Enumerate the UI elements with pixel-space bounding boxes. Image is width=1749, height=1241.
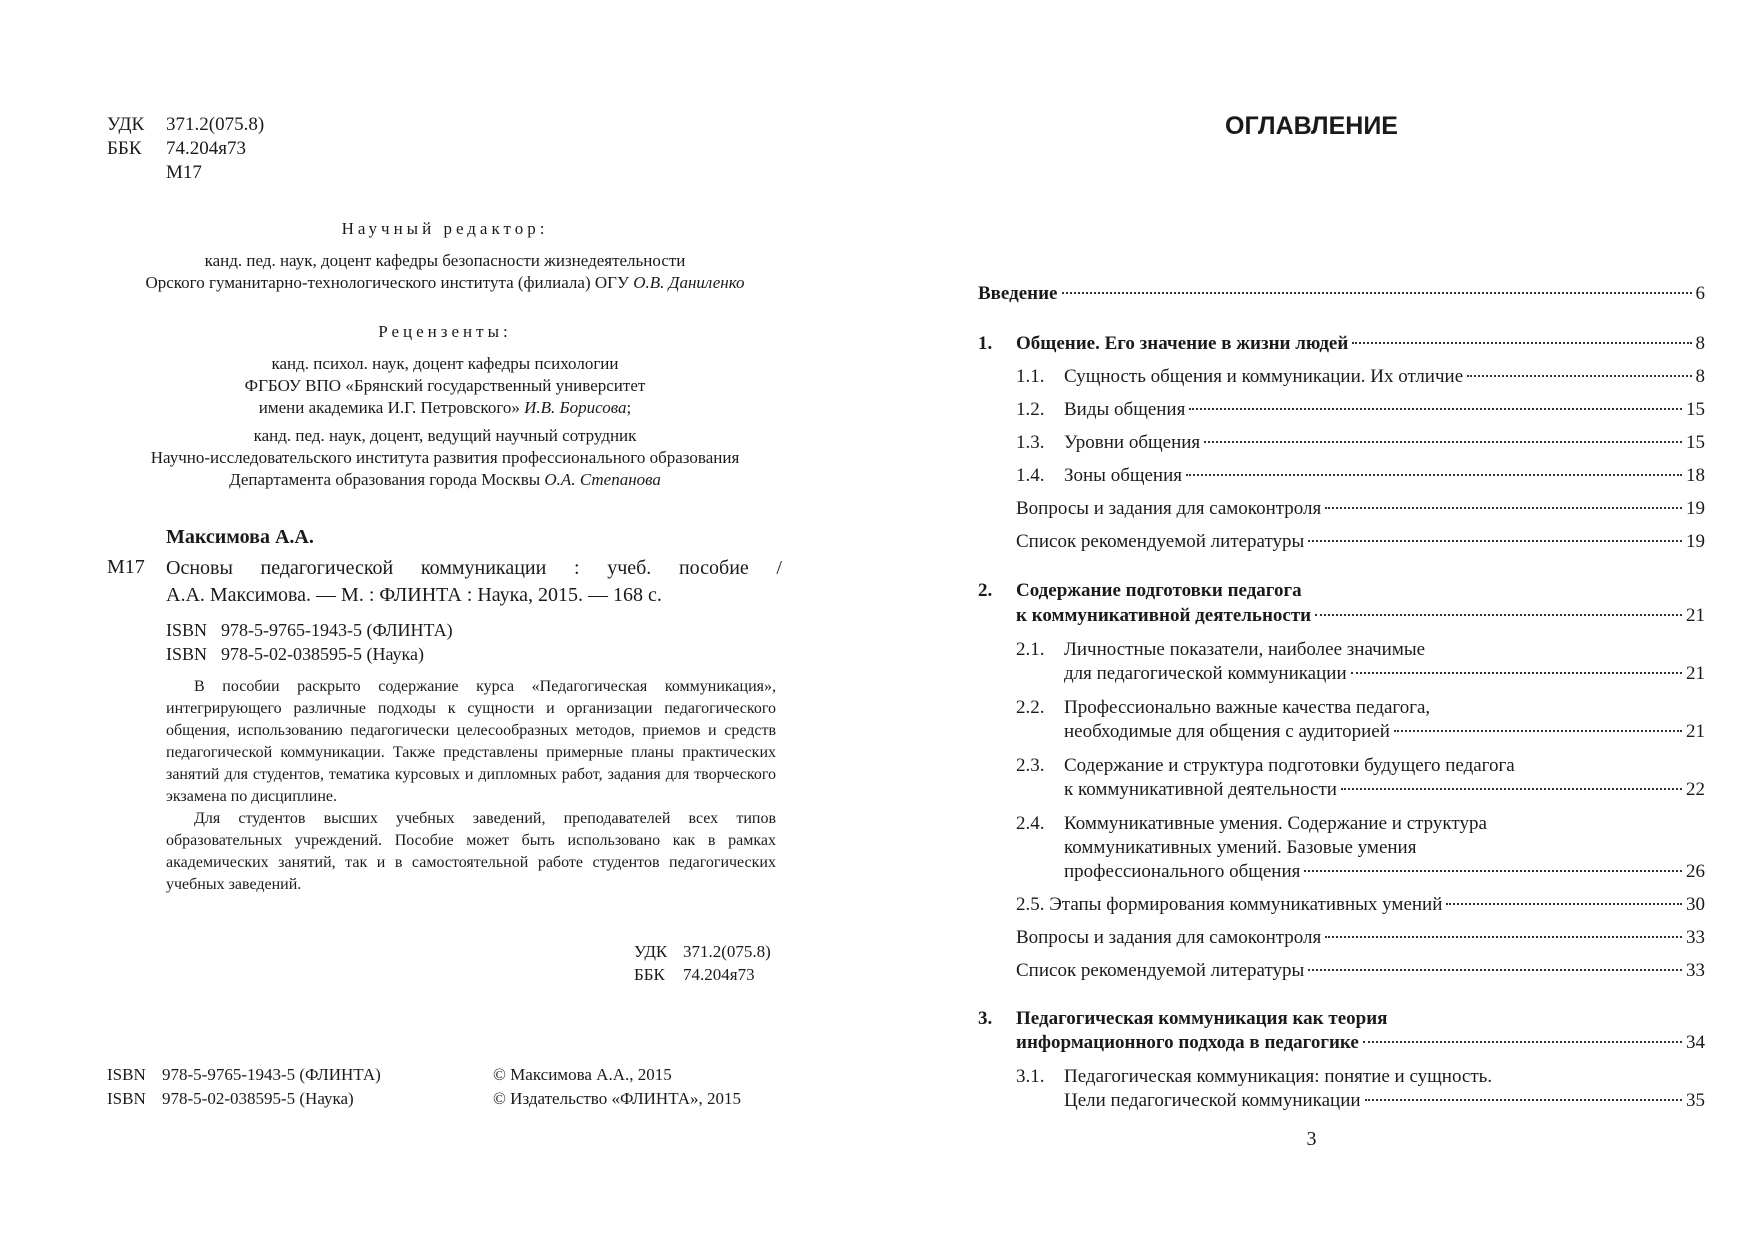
book-title bbox=[166, 555, 782, 609]
abstract-paragraph-1: В пособии раскрыто содержание курса «Педагогическая коммуникация», интегрирующего различные подходы к сущности и организации педагогического общения, использованию педагогически целесообразных методов, приемов и средств педагогической коммуникации. Также представлены примерные планы практических занятий для студентов, тематика курсовых и дипломных работ, задания для творческого экзамена по дисциплине. bbox=[166, 678, 776, 805]
toc-title: Виды общения bbox=[1064, 399, 1186, 420]
udk-bbk-bottom bbox=[634, 940, 771, 986]
toc-title-line: Педагогическая коммуникация: понятие и сущность. bbox=[1064, 1066, 1493, 1087]
toc-sub-number: 1.4. bbox=[1016, 465, 1045, 486]
toc-title: Список рекомендуемой литературы bbox=[1016, 531, 1305, 552]
toc-page: 33 bbox=[1686, 960, 1705, 981]
toc-sub-number: 2.3. bbox=[1016, 755, 1045, 776]
toc-item-2-questions[interactable] bbox=[1016, 927, 1705, 949]
toc-section-number: 2. bbox=[978, 580, 993, 601]
reviewer-2-name: О.А. Степанова bbox=[544, 470, 661, 489]
toc-title: Уровни общения bbox=[1064, 432, 1201, 453]
toc-page: 18 bbox=[1686, 465, 1705, 486]
book-author: Максимова А.А. bbox=[166, 526, 314, 548]
isbn-label: ISBN bbox=[166, 620, 208, 640]
page-number: 3 bbox=[1306, 1128, 1317, 1150]
toc-title-line: Личностные показатели, наиболее значимые bbox=[1064, 639, 1426, 660]
toc-page: 30 bbox=[1686, 894, 1705, 915]
udk-label: УДК bbox=[107, 114, 145, 135]
toc-page: 22 bbox=[1686, 779, 1705, 800]
toc-title: Зоны общения bbox=[1064, 465, 1183, 486]
reviewer-2-line1: канд. пед. наук, доцент, ведущий научный сотрудник bbox=[253, 426, 637, 445]
bottom-isbn-flinta: 978-5-9765-1943-5 (ФЛИНТА) bbox=[162, 1065, 381, 1084]
toc-page: 26 bbox=[1686, 861, 1705, 882]
toc-item-1-literature[interactable] bbox=[1016, 531, 1705, 553]
bbk-label: ББК bbox=[107, 138, 142, 159]
bottom-isbn bbox=[107, 1063, 381, 1111]
toc-page: 8 bbox=[1695, 333, 1705, 354]
toc-page: 15 bbox=[1686, 399, 1705, 420]
reviewer-2-line2: Научно-исследовательского института развития профессионального образования bbox=[150, 448, 740, 467]
isbn-label: ISBN bbox=[166, 644, 208, 664]
toc-item-section-1[interactable] bbox=[1016, 333, 1705, 355]
toc-title: для педагогической коммуникации bbox=[1064, 663, 1347, 684]
author-mark: М17 bbox=[166, 162, 202, 183]
udk-bottom-value: 371.2(075.8) bbox=[683, 942, 771, 961]
toc-page: 19 bbox=[1686, 498, 1705, 519]
toc-item-3-1[interactable] bbox=[1064, 1090, 1705, 1112]
isbn-nauka: 978-5-02-038595-5 (Наука) bbox=[221, 644, 425, 664]
isbn-label: ISBN bbox=[107, 1089, 146, 1108]
toc-heading: ОГЛАВЛЕНИЕ bbox=[1225, 112, 1398, 140]
bbk-value: 74.204я73 bbox=[166, 138, 246, 159]
toc-title: информационного подхода в педагогике bbox=[1016, 1032, 1359, 1053]
toc-title-line: Содержание подготовки педагога bbox=[1016, 580, 1302, 601]
toc-item-2-4[interactable] bbox=[1064, 861, 1705, 883]
toc-item-1-3[interactable] bbox=[1064, 432, 1705, 454]
sci-editor-info bbox=[100, 250, 790, 294]
toc-title: 2.5. Этапы формирования коммуникативных умений bbox=[1016, 894, 1443, 915]
bbk-bottom-value: 74.204я73 bbox=[683, 965, 755, 984]
toc-title-line: Содержание и структура подготовки будущего педагога bbox=[1064, 755, 1515, 776]
toc-section-number: 3. bbox=[978, 1008, 993, 1029]
toc-page: 15 bbox=[1686, 432, 1705, 453]
reviewers-label: Рецензенты: bbox=[378, 322, 512, 341]
toc-sub-number: 1.1. bbox=[1016, 366, 1045, 387]
udk-label: УДК bbox=[634, 942, 668, 961]
toc-item-1-4[interactable] bbox=[1064, 465, 1705, 487]
toc-title: к коммуникативной деятельности bbox=[1064, 779, 1337, 800]
toc-title-line: Профессионально важные качества педагога, bbox=[1064, 697, 1431, 718]
left-page bbox=[0, 0, 874, 1241]
bottom-isbn-nauka: 978-5-02-038595-5 (Наука) bbox=[162, 1089, 354, 1108]
toc-title-line: Педагогическая коммуникация как теория bbox=[1016, 1008, 1388, 1029]
isbn-label: ISBN bbox=[107, 1065, 146, 1084]
classification-codes bbox=[107, 113, 264, 185]
toc-item-2-literature[interactable] bbox=[1016, 960, 1705, 982]
toc-item-2-5[interactable] bbox=[1016, 894, 1705, 916]
toc-item-2-1[interactable] bbox=[1064, 663, 1705, 685]
toc-sub-number: 2.2. bbox=[1016, 697, 1045, 718]
toc-sub-number: 1.2. bbox=[1016, 399, 1045, 420]
toc-page: 6 bbox=[1695, 283, 1705, 304]
toc-section-number: 1. bbox=[978, 333, 993, 354]
book-title-line1: Основы педагогической коммуникации : учеб. пособие / bbox=[166, 557, 782, 579]
toc-item-2-2[interactable] bbox=[1064, 721, 1705, 743]
toc-title: Сущность общения и коммуникации. Их отличие bbox=[1064, 366, 1464, 387]
reviewer-1-line2: ФГБОУ ВПО «Брянский государственный университет bbox=[244, 376, 646, 395]
toc-item-intro[interactable] bbox=[978, 283, 1705, 305]
abstract bbox=[166, 676, 776, 896]
toc-title: Вопросы и задания для самоконтроля bbox=[1016, 498, 1322, 519]
toc-sub-number: 1.3. bbox=[1016, 432, 1045, 453]
copyright bbox=[493, 1063, 741, 1111]
author-mark-catalog: М17 bbox=[107, 556, 145, 578]
toc-sub-number: 2.4. bbox=[1016, 813, 1045, 834]
toc-page: 21 bbox=[1686, 605, 1705, 626]
reviewer-1-line1: канд. психол. наук, доцент кафедры психологии bbox=[271, 354, 619, 373]
abstract-paragraph-2: Для студентов высших учебных заведений, преподавателей всех типов образовательных учреждений. Пособие может быть использовано как в рамках академических занятий, так и в самостоятельной работе студентов педагогических учебных заведений. bbox=[166, 810, 776, 893]
reviewer-2 bbox=[100, 425, 790, 491]
copyright-author: © Максимова А.А., 2015 bbox=[493, 1065, 672, 1084]
toc-title-line: Коммуникативные умения. Содержание и структура bbox=[1064, 813, 1487, 834]
reviewer-1: канд. психол. наук, доцент кафедры психологии ФГБОУ ВПО «Брянский государственный университет имени академика И.Г. Петровского» И.В. Борисова; bbox=[100, 353, 790, 419]
toc-sub-number: 2.1. bbox=[1016, 639, 1045, 660]
sci-editor-label: Научный редактор: bbox=[341, 219, 549, 238]
reviewer-1-line3: имени академика И.Г. Петровского» bbox=[258, 398, 520, 417]
isbn-flinta: 978-5-9765-1943-5 (ФЛИНТА) bbox=[221, 620, 453, 640]
toc-title: необходимые для общения с аудиторией bbox=[1064, 721, 1390, 742]
copyright-publisher: © Издательство «ФЛИНТА», 2015 bbox=[493, 1089, 742, 1108]
sci-editor-name: О.В. Даниленко bbox=[633, 273, 745, 292]
toc-item-section-2[interactable] bbox=[1016, 605, 1705, 627]
bbk-label: ББК bbox=[634, 965, 665, 984]
book-title-line2: А.А. Максимова. — М. : ФЛИНТА : Наука, 2015. — 168 с. bbox=[166, 584, 662, 606]
toc-page: 8 bbox=[1695, 366, 1705, 387]
toc-title-line: коммуникативных умений. Базовые умения bbox=[1064, 837, 1417, 858]
toc-title: Список рекомендуемой литературы bbox=[1016, 960, 1305, 981]
toc-title: Цели педагогической коммуникации bbox=[1064, 1090, 1361, 1111]
toc-item-2-3[interactable] bbox=[1064, 779, 1705, 801]
toc-page: 34 bbox=[1686, 1032, 1705, 1053]
toc-title: Введение bbox=[978, 283, 1058, 304]
toc-item-1-2[interactable] bbox=[1064, 399, 1705, 421]
reviewer-1-name: И.В. Борисова bbox=[524, 398, 627, 417]
reviewer-2-line3: Департамента образования города Москвы bbox=[229, 470, 541, 489]
toc-page: 21 bbox=[1686, 721, 1705, 742]
isbn-block bbox=[166, 618, 453, 666]
right-page bbox=[874, 0, 1749, 1241]
sci-editor-line2: Орского гуманитарно-технологического института (филиала) ОГУ bbox=[145, 273, 630, 292]
toc-item-section-3[interactable] bbox=[1016, 1032, 1705, 1054]
toc-page: 19 bbox=[1686, 531, 1705, 552]
udk-value: 371.2(075.8) bbox=[166, 114, 265, 135]
toc-page: 33 bbox=[1686, 927, 1705, 948]
toc-title: Вопросы и задания для самоконтроля bbox=[1016, 927, 1322, 948]
toc-title: Общение. Его значение в жизни людей bbox=[1016, 333, 1349, 354]
toc-item-1-1[interactable] bbox=[1064, 366, 1705, 388]
toc-title: к коммуникативной деятельности bbox=[1016, 605, 1312, 626]
toc-title: профессионального общения bbox=[1064, 861, 1301, 882]
toc-sub-number: 3.1. bbox=[1016, 1066, 1045, 1087]
toc-item-1-questions[interactable] bbox=[1016, 498, 1705, 520]
toc-page: 35 bbox=[1686, 1090, 1705, 1111]
toc-page: 21 bbox=[1686, 663, 1705, 684]
sci-editor-line1: канд. пед. наук, доцент кафедры безопасности жизнедеятельности bbox=[204, 251, 686, 270]
